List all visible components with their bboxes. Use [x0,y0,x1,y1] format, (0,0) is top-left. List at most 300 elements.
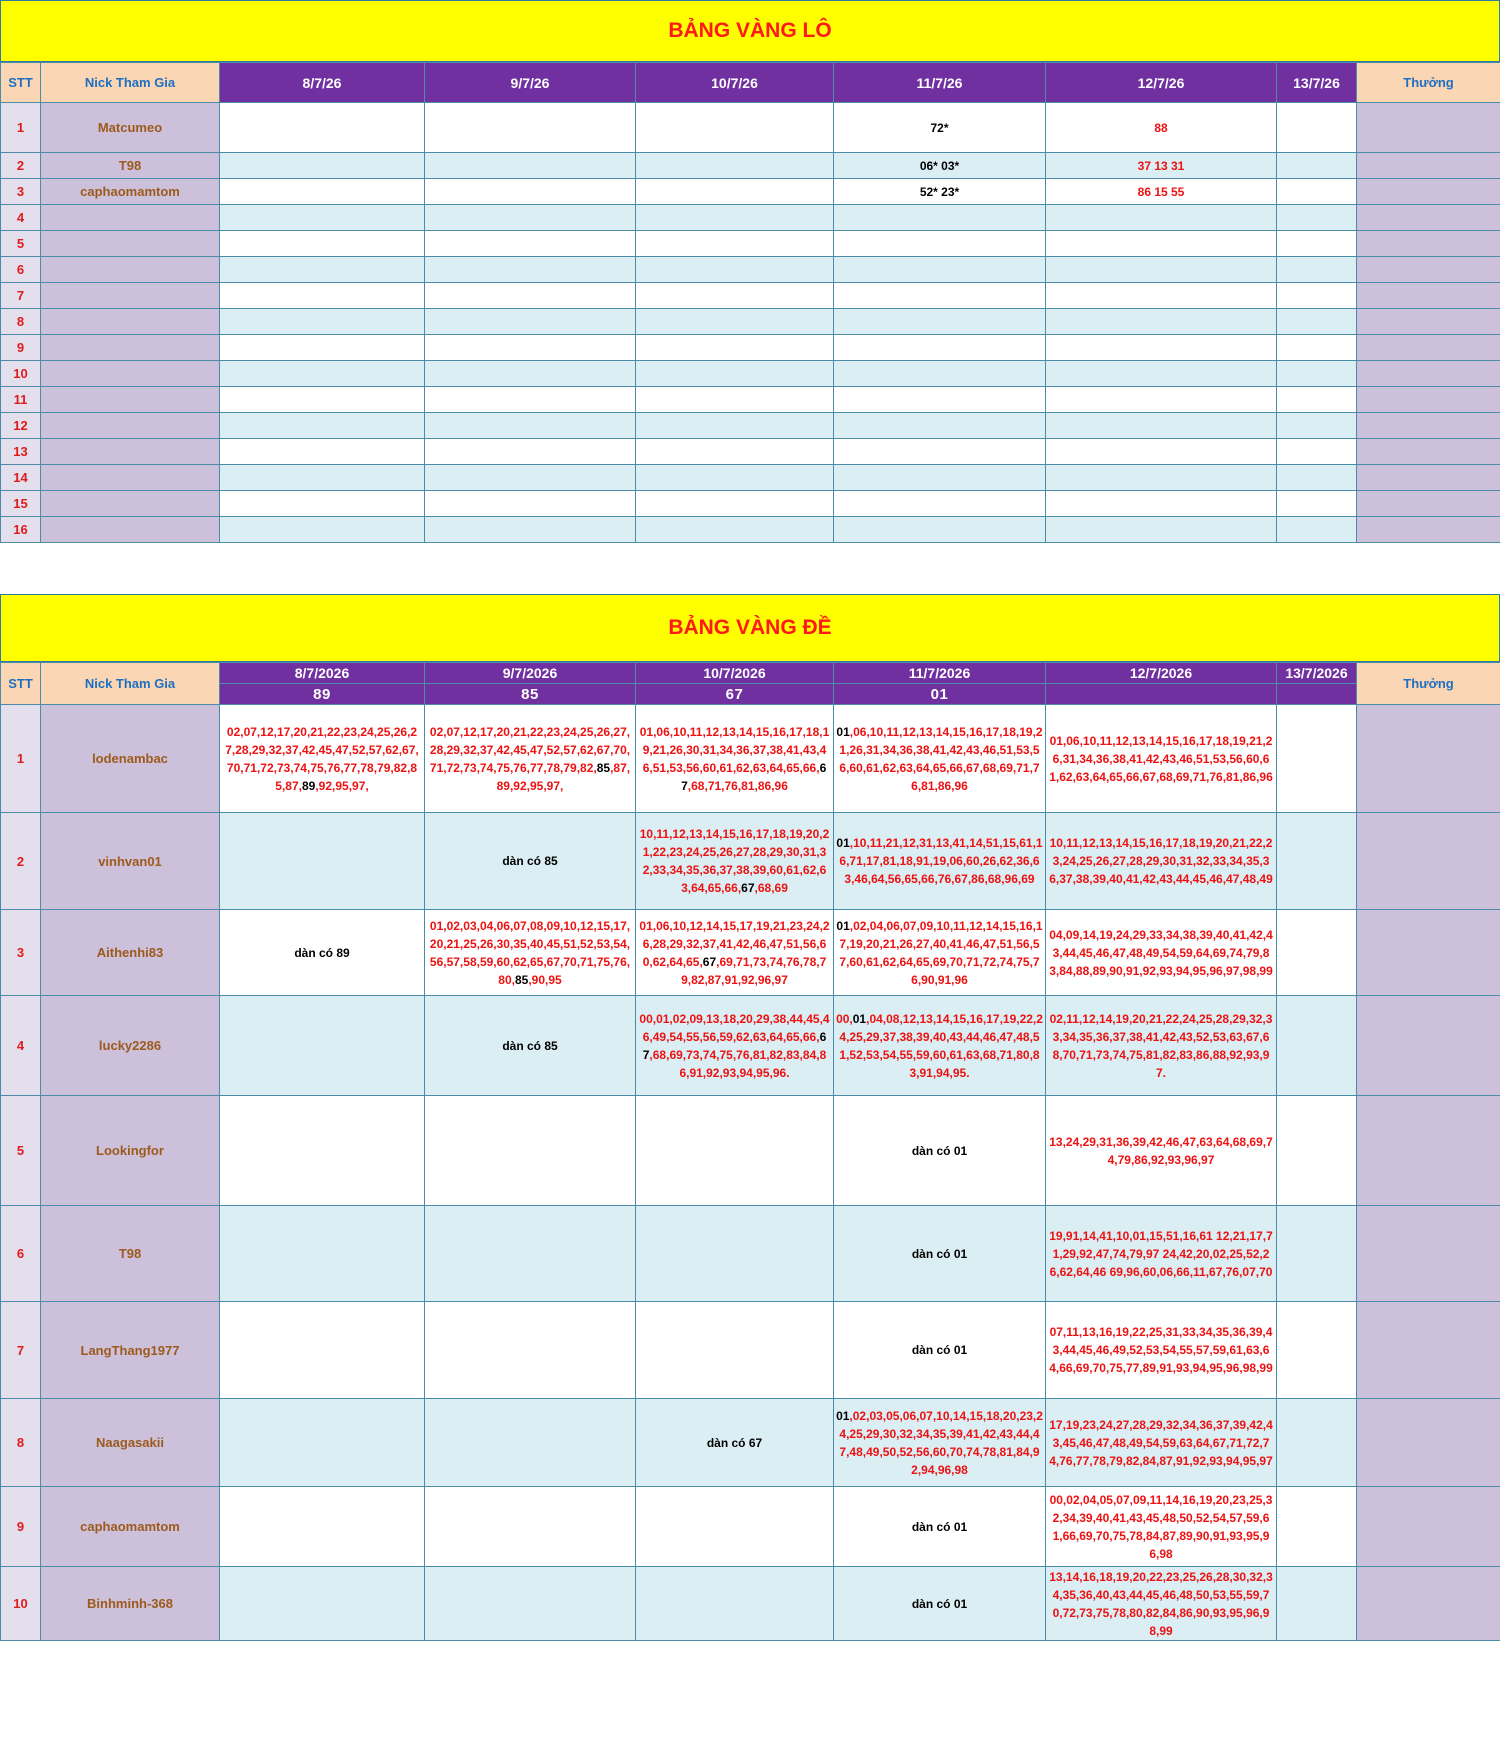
number-segment: 17,19,23,24,27,28,29,32,34,36,37,39,42,43,45,46,47,48,49,54,59,63,64,67,71,72,74,76,77,78,79,82,84,87,91,92,93,94,95,97 [1049,1417,1273,1468]
highlight-segment: dàn có 85 [502,854,558,868]
de-date-row [1,663,1500,684]
lo-pick-cell[interactable] [425,283,636,309]
de-pick-cell[interactable] [834,1206,1046,1302]
number-list [836,834,1043,888]
de-pick-cell[interactable] [834,813,1046,910]
lo-pick-cell[interactable] [636,465,834,491]
lo-pick-cell[interactable] [834,309,1046,335]
de-pick-cell[interactable] [1046,1206,1277,1302]
lo-pick-cell[interactable] [1277,283,1357,309]
lo-pick-cell[interactable] [834,491,1046,517]
reward-cell[interactable] [1357,335,1500,361]
number-segment: 00,02,04,05,07,09,11,14,16,19,20,23,25,32,34,39,40,41,43,45,48,50,52,54,57,59,61,66,69,70,75,78,84,87,89,90,91,93,95,96,98 [1049,1492,1273,1561]
reward-cell[interactable] [1357,1399,1500,1487]
number-segment: ,68,69 [754,881,788,895]
number-segment: ,90,95 [528,972,562,987]
lo-pick-cell[interactable] [1046,179,1277,205]
lo-pick-cell[interactable] [425,103,636,153]
reward-cell[interactable] [1357,361,1500,387]
de-pick-cell[interactable] [220,1399,425,1487]
lo-pick-cell[interactable] [1277,439,1357,465]
nick-header: Nick Tham Gia [41,63,220,103]
lo-pick-cell[interactable] [1277,257,1357,283]
date-header: 10/7/26 [636,63,834,103]
lo-pick-cell[interactable] [636,491,834,517]
lo-pick-cell[interactable] [220,205,425,231]
lo-pick-cell[interactable] [1046,465,1277,491]
lo-pick-cell[interactable] [425,309,636,335]
reward-cell[interactable] [1357,231,1500,257]
lo-pick-cell[interactable] [425,179,636,205]
de-pick-cell[interactable] [1277,910,1357,996]
reward-cell[interactable] [1357,179,1500,205]
highlight-segment: 89 [301,778,316,793]
lo-pick-cell[interactable] [425,205,636,231]
highlight-segment: dàn có 01 [911,1343,968,1357]
number-segment: ,92,95,97, [315,778,369,793]
number-segment: 01,06,10,11,12,13,14,15,16,17,18,19,21,26,30,31,34,36,37,38,41,43,46,51,53,56,60,61,62,63,64,65,66, [639,724,830,775]
lo-pick-cell[interactable] [425,413,636,439]
lo-pick-cell[interactable] [220,153,425,179]
highlight-segment: 67 [702,954,717,969]
de-section [0,594,1500,1750]
lo-pick-cell[interactable] [1046,361,1277,387]
number-list [836,723,1043,795]
lo-pick-cell[interactable] [1277,491,1357,517]
lo-pick-cell[interactable] [425,387,636,413]
number-segment: 01,02,03,04,06,07,08,09,10,12,15,17,20,21,25,26,30,35,40,45,51,52,53,54,56,57,58,59,60,62,65,67,70,71,75,76,80, [429,918,631,987]
table-row [1,283,1500,309]
lo-pick-cell[interactable] [834,517,1046,543]
lo-pick-cell[interactable] [425,153,636,179]
lo-pick-cell[interactable] [636,387,834,413]
lo-pick-cell[interactable] [834,283,1046,309]
highlight-segment: 67 [642,1029,827,1062]
row-number: 6 [1,257,41,283]
de-pick-cell[interactable] [834,1399,1046,1487]
de-pick-cell[interactable] [834,910,1046,996]
de-pick-cell[interactable] [425,1399,636,1487]
de-pick-cell[interactable] [220,813,425,910]
de-table [0,662,1500,1641]
number-list [222,723,422,795]
reward-cell[interactable] [1357,1302,1500,1399]
table-row [1,910,1500,996]
table-row [1,1096,1500,1206]
lo-pick-cell[interactable] [1046,205,1277,231]
reward-cell[interactable] [1357,153,1500,179]
row-number: 9 [1,1487,41,1567]
lo-pick-cell[interactable] [220,283,425,309]
date-header: 9/7/2026 [425,663,636,684]
reward-cell[interactable] [1357,1567,1500,1641]
number-segment: ,68,71,76,81,86,96 [687,778,788,793]
lo-pick-cell[interactable] [636,283,834,309]
lo-pick-cell[interactable] [220,517,425,543]
de-pick-cell[interactable] [636,1096,834,1206]
de-pick-cell[interactable] [1046,1487,1277,1567]
nick-cell: vinhvan01 [41,813,220,910]
row-number: 8 [1,1399,41,1487]
highlight-segment: 01 [836,836,850,850]
row-number: 10 [1,361,41,387]
lo-pick-cell[interactable] [1046,491,1277,517]
de-pick-cell[interactable] [636,1567,834,1641]
lo-pick-cell[interactable] [220,103,425,153]
de-pick-cell[interactable] [636,1399,834,1487]
lo-pick-cell[interactable] [1277,103,1357,153]
number-segment: 02,07,12,17,20,21,22,23,24,25,26,27,28,29,32,37,42,45,47,52,57,62,67,70,71,72,73,74,75,76,77,78,79,82,85,87, [225,724,419,793]
lo-pick-cell[interactable] [425,257,636,283]
date-header: 8/7/26 [220,63,425,103]
lo-pick-cell[interactable] [834,103,1046,153]
number-list [836,1142,1043,1160]
de-pick-cell[interactable] [636,705,834,813]
de-pick-cell[interactable] [425,813,636,910]
lo-pick-cell[interactable] [1277,335,1357,361]
reward-cell[interactable] [1357,705,1500,813]
de-pick-cell[interactable] [1277,705,1357,813]
row-number: 3 [1,179,41,205]
row-number: 10 [1,1567,41,1641]
table-row [1,439,1500,465]
nick-cell [41,361,220,387]
de-pick-cell[interactable] [425,910,636,996]
lo-pick-cell[interactable] [636,103,834,153]
nick-cell [41,205,220,231]
lo-pick-cell[interactable] [1046,309,1277,335]
table-row [1,179,1500,205]
lo-pick-cell[interactable] [1277,517,1357,543]
de-pick-cell[interactable] [1277,1206,1357,1302]
reward-cell[interactable] [1357,491,1500,517]
reward-header: Thưởng [1357,663,1500,705]
number-segment: 02,11,12,14,19,20,21,22,24,25,28,29,32,33,34,35,36,37,38,41,42,43,52,53,63,67,68,70,71,73,74,75,81,82,83,86,88,92,93,97. [1049,1011,1273,1080]
lo-pick-cell[interactable] [1046,413,1277,439]
lo-pick-cell[interactable] [1046,387,1277,413]
de-pick-cell[interactable] [636,1487,834,1567]
reward-cell[interactable] [1357,465,1500,491]
lo-pick-cell[interactable] [1277,153,1357,179]
de-pick-cell[interactable] [425,1206,636,1302]
lo-pick-cell[interactable] [636,179,834,205]
de-pick-cell[interactable] [1046,996,1277,1096]
number-list [836,917,1043,989]
reward-cell[interactable] [1357,413,1500,439]
nick-header: Nick Tham Gia [41,663,220,705]
date-header: 9/7/26 [425,63,636,103]
table-row [1,1302,1500,1399]
de-pick-cell[interactable] [1046,705,1277,813]
row-number: 7 [1,283,41,309]
lo-pick-cell[interactable] [834,413,1046,439]
lo-pick-cell[interactable] [220,231,425,257]
number-list [1048,1323,1274,1377]
reward-cell[interactable] [1357,910,1500,996]
lo-pick-cell[interactable] [220,387,425,413]
row-number: 7 [1,1302,41,1399]
lo-pick-cell[interactable] [220,413,425,439]
lo-pick-cell[interactable] [220,309,425,335]
de-pick-cell[interactable] [1046,1399,1277,1487]
de-pick-cell[interactable] [1046,1567,1277,1641]
lo-pick-cell[interactable] [1277,309,1357,335]
lo-pick-cell[interactable] [1046,103,1277,153]
de-pick-cell[interactable] [425,1096,636,1206]
lo-title-banner [0,0,1500,62]
nick-cell [41,465,220,491]
lo-pick-cell[interactable] [834,179,1046,205]
lo-pick-cell[interactable] [220,257,425,283]
de-pick-cell[interactable] [1277,1487,1357,1567]
number-list [836,1407,1043,1479]
stt-header: STT [1,63,41,103]
number-list [1048,834,1274,888]
table-row [1,1567,1500,1641]
nick-cell [41,309,220,335]
reward-cell[interactable] [1357,309,1500,335]
table-row [1,517,1500,543]
table-row [1,465,1500,491]
number-list [638,1434,831,1452]
de-pick-cell[interactable] [425,1302,636,1399]
de-pick-cell[interactable] [220,705,425,813]
lo-pick-cell[interactable] [636,153,834,179]
number-segment: 01,06,10,12,14,15,17,19,21,23,24,26,28,29,32,37,41,42,46,47,51,56,60,62,64,65, [639,918,830,969]
result-number: 67 [636,684,834,705]
lo-pick-cell[interactable] [1046,231,1277,257]
de-pick-cell[interactable] [1277,1096,1357,1206]
lo-pick-cell[interactable] [834,361,1046,387]
lo-pick-cell[interactable] [425,231,636,257]
reward-cell[interactable] [1357,283,1500,309]
lo-pick-cell[interactable] [1277,179,1357,205]
lo-pick-cell[interactable] [220,179,425,205]
table-row [1,335,1500,361]
de-pick-cell[interactable] [834,996,1046,1096]
lo-pick-cell[interactable] [834,205,1046,231]
reward-cell[interactable] [1357,257,1500,283]
nick-cell [41,491,220,517]
lo-pick-cell[interactable] [1046,335,1277,361]
lo-pick-cell[interactable] [220,335,425,361]
de-pick-cell[interactable] [636,1302,834,1399]
row-number: 11 [1,387,41,413]
table-row [1,1487,1500,1567]
reward-cell[interactable] [1357,1206,1500,1302]
de-pick-cell[interactable] [636,813,834,910]
lo-pick-cell[interactable] [425,465,636,491]
nick-cell: Matcumeo [41,103,220,153]
number-list [638,723,831,795]
de-pick-cell[interactable] [220,1487,425,1567]
nick-cell [41,231,220,257]
result-number [1046,684,1277,705]
row-number: 5 [1,1096,41,1206]
number-list [222,944,422,962]
de-pick-cell[interactable] [636,1206,834,1302]
lo-pick-cell[interactable] [636,309,834,335]
reward-cell[interactable] [1357,813,1500,910]
number-segment: 00,01,02,09,13,18,20,29,38,44,45,46,49,54,55,56,59,62,63,64,65,66, [639,1011,830,1044]
lo-pick-cell[interactable] [834,465,1046,491]
lo-pick-cell[interactable] [220,361,425,387]
number-segment: ,10,11,21,12,31,13,41,14,51,15,61,16,71,17,81,18,91,19,06,60,26,62,36,63,46,64,56,65,66,76,67,86,68,96,69 [839,836,1043,886]
reward-header: Thưởng [1357,63,1500,103]
row-number: 12 [1,413,41,439]
reward-cell[interactable] [1357,517,1500,543]
lo-pick-cell[interactable] [636,439,834,465]
nick-cell [41,413,220,439]
number-list [836,1341,1043,1359]
table-row [1,231,1500,257]
number-segment: ,02,04,06,07,09,10,11,12,14,15,16,17,19,20,21,26,27,40,41,46,47,51,56,57,60,61,62,64,65,69,70,71,72,74,75,76,90,91,96 [839,918,1043,987]
lo-pick-cell[interactable] [636,517,834,543]
lo-pick-cell[interactable] [636,231,834,257]
lo-pick-cell[interactable] [1046,439,1277,465]
de-pick-cell[interactable] [1277,1399,1357,1487]
highlight-segment: 85 [514,972,529,987]
table-row [1,153,1500,179]
lo-pick-cell[interactable] [636,257,834,283]
number-list [836,1245,1043,1263]
lo-pick-cell[interactable] [1046,153,1277,179]
table-row [1,996,1500,1096]
reward-cell[interactable] [1357,1487,1500,1567]
reward-cell[interactable] [1357,439,1500,465]
de-pick-cell[interactable] [1046,1302,1277,1399]
de-pick-cell[interactable] [220,910,425,996]
de-pick-cell[interactable] [1046,910,1277,996]
de-pick-cell[interactable] [220,1096,425,1206]
de-pick-cell[interactable] [834,1302,1046,1399]
date-header: 12/7/26 [1046,63,1277,103]
de-pick-cell[interactable] [425,996,636,1096]
de-pick-cell[interactable] [1277,996,1357,1096]
lo-pick-cell[interactable] [425,439,636,465]
lo-pick-cell[interactable] [220,439,425,465]
lo-title: BẢNG VÀNG LÔ [668,19,832,42]
date-header: 10/7/2026 [636,663,834,684]
nick-cell [41,335,220,361]
number-segment: 10,11,12,13,14,15,16,17,18,19,20,21,22,23,24,25,26,27,28,29,30,31,32,33,34,35,36,37,38,39,60,61,62,63,64,65,66, [639,827,830,895]
nick-cell: Aithenhi83 [41,910,220,996]
lo-pick-cell[interactable] [425,517,636,543]
lo-pick-cell[interactable] [834,257,1046,283]
lo-pick-cell[interactable] [636,205,834,231]
reward-cell[interactable] [1357,1096,1500,1206]
reward-cell[interactable] [1357,103,1500,153]
lo-pick-cell[interactable] [834,335,1046,361]
de-pick-cell[interactable] [220,996,425,1096]
reward-cell[interactable] [1357,387,1500,413]
de-pick-cell[interactable] [425,705,636,813]
highlight-segment: 01 [852,1011,867,1026]
de-pick-cell[interactable] [1046,1096,1277,1206]
lo-pick-cell[interactable] [1277,361,1357,387]
lo-pick-cell[interactable] [1277,231,1357,257]
lo-pick-cell[interactable] [425,335,636,361]
number-list [427,852,633,870]
table-row [1,1399,1500,1487]
lo-pick-cell[interactable] [1277,387,1357,413]
row-number: 4 [1,205,41,231]
lo-pick-cell[interactable] [1277,465,1357,491]
number-segment: 13,24,29,31,36,39,42,46,47,63,64,68,69,74,79,86,92,93,96,97 [1049,1134,1273,1167]
nick-cell: lodenambac [41,705,220,813]
de-pick-cell[interactable] [1277,1567,1357,1641]
de-pick-cell[interactable] [636,910,834,996]
number-segment: 07,11,13,16,19,22,25,31,33,34,35,36,39,43,44,45,46,49,52,53,54,55,57,59,61,63,64,66,69,70,75,77,89,91,93,94,95,96,98,99 [1049,1325,1273,1375]
result-number: 85 [425,684,636,705]
lo-pick-cell[interactable] [834,153,1046,179]
de-pick-cell[interactable] [834,705,1046,813]
de-title-banner [0,594,1500,662]
de-pick-cell[interactable] [1277,813,1357,910]
reward-cell[interactable] [1357,205,1500,231]
de-pick-cell[interactable] [636,996,834,1096]
lo-pick-value: 86 15 55 [1137,184,1185,199]
de-pick-cell[interactable] [1046,813,1277,910]
lo-pick-cell[interactable] [1277,205,1357,231]
table-row [1,491,1500,517]
number-list [638,825,831,897]
number-list [1048,732,1274,786]
table-row [1,1206,1500,1302]
de-pick-cell[interactable] [220,1302,425,1399]
de-pick-cell[interactable] [425,1567,636,1641]
highlight-segment: 01 [836,1408,850,1423]
lo-pick-cell[interactable] [636,361,834,387]
lo-pick-cell[interactable] [1046,283,1277,309]
reward-cell[interactable] [1357,996,1500,1096]
de-pick-cell[interactable] [425,1487,636,1567]
de-result-row [1,684,1500,705]
highlight-segment: dàn có 01 [911,1143,968,1158]
row-number: 13 [1,439,41,465]
number-segment: 13,14,16,18,19,20,22,23,25,26,28,30,32,34,35,36,40,43,44,45,46,48,50,53,55,59,70,72,73,75,78,80,82,84,86,90,93,95,96,98,99 [1049,1569,1273,1638]
de-pick-cell[interactable] [220,1206,425,1302]
lo-pick-cell[interactable] [220,465,425,491]
de-pick-cell[interactable] [220,1567,425,1641]
lo-pick-cell[interactable] [834,231,1046,257]
lo-pick-cell[interactable] [1277,413,1357,439]
de-pick-cell[interactable] [1277,1302,1357,1399]
highlight-segment: dàn có 85 [502,1038,558,1053]
result-number: 01 [834,684,1046,705]
result-number [1277,684,1357,705]
lo-pick-cell[interactable] [636,335,834,361]
lo-pick-cell[interactable] [220,491,425,517]
de-pick-cell[interactable] [834,1096,1046,1206]
de-pick-cell[interactable] [834,1487,1046,1567]
lo-pick-cell[interactable] [425,491,636,517]
number-list [427,723,633,795]
number-list [1048,1010,1274,1082]
lo-pick-cell[interactable] [636,413,834,439]
lo-pick-cell[interactable] [834,439,1046,465]
nick-cell: Lookingfor [41,1096,220,1206]
lo-pick-cell[interactable] [1046,257,1277,283]
number-list [1048,1491,1274,1563]
lo-pick-cell[interactable] [1046,517,1277,543]
lo-pick-cell[interactable] [425,361,636,387]
number-list [427,1037,633,1055]
row-number: 9 [1,335,41,361]
lo-pick-cell[interactable] [834,387,1046,413]
nick-cell [41,387,220,413]
de-pick-cell[interactable] [834,1567,1046,1641]
